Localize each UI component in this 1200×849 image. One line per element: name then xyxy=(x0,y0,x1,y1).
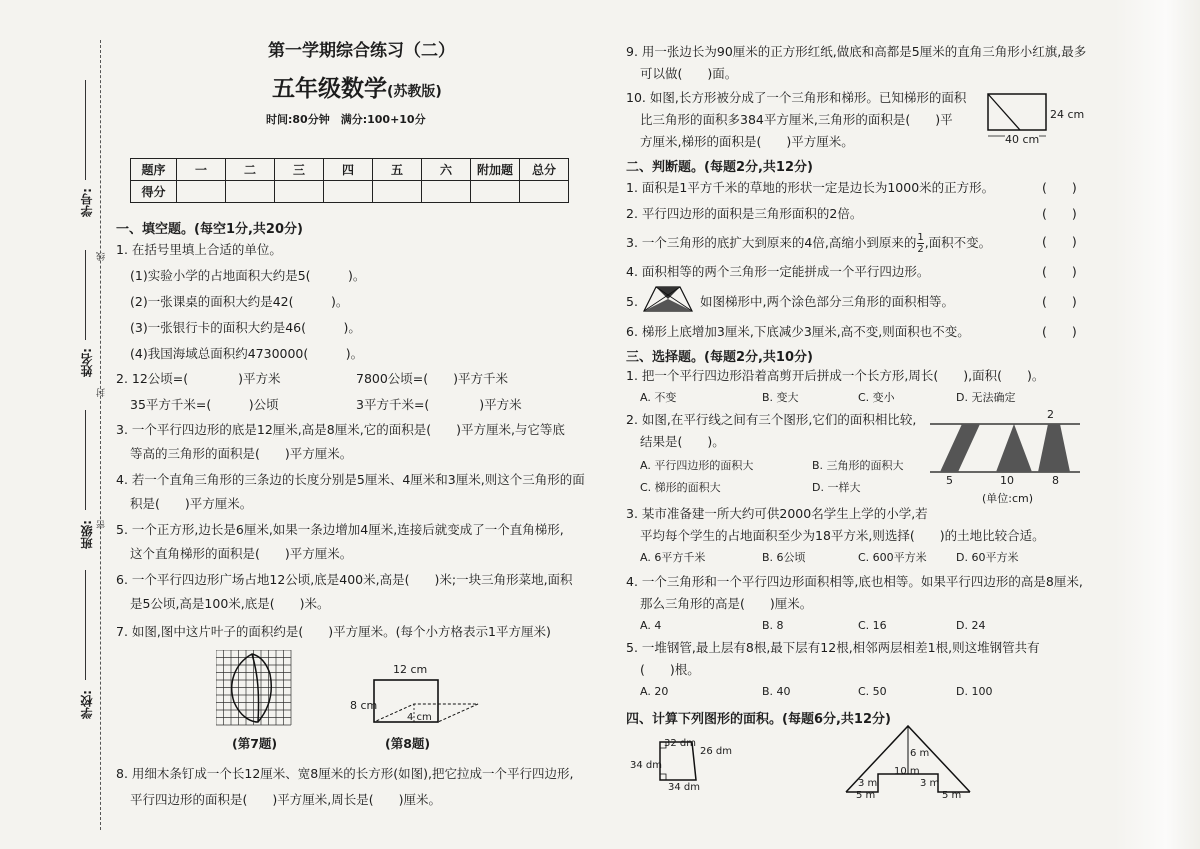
choice-q4-option-a[interactable]: A. 4 xyxy=(640,619,662,632)
q2d-text: 3平方千米=( )平方米 xyxy=(356,397,522,412)
score-input-cell[interactable] xyxy=(275,181,324,203)
fig8-bottom-label: 4 cm xyxy=(407,712,432,723)
seal-mark-secret: 密 xyxy=(97,520,107,529)
name-label: 姓名: xyxy=(80,348,94,377)
q10c-text: 方厘米,梯形的面积是( )平方厘米。 xyxy=(640,134,854,149)
score-input-cell[interactable] xyxy=(471,181,520,203)
q5a-text: 5. 一个正方形,边长是6厘米,如果一条边增加4厘米,连接后就变成了一个直角梯形, xyxy=(116,522,564,537)
fig-choice2-label-triangle: 10 xyxy=(1000,474,1014,487)
fig4b-middle-label: 10 m xyxy=(894,766,920,777)
judge-answer-2[interactable]: ( ) xyxy=(1042,206,1077,221)
score-cell: 三 xyxy=(275,159,324,181)
judge-item-1: 1. 面积是1平方千米的草地的形状一定是边长为1000米的正方形。 xyxy=(626,180,995,195)
score-table-header-row xyxy=(131,159,569,181)
fig-choice2-label-trapezoid: 8 xyxy=(1052,474,1059,487)
q1-text: 1. 在括号里填上合适的单位。 xyxy=(116,242,282,257)
fig-choice2-unit: (单位:cm) xyxy=(982,492,1034,505)
exam-title: 第一学期综合练习（二） xyxy=(268,41,455,61)
choice-q5-option-c[interactable]: C. 50 xyxy=(858,685,887,698)
fig4a-bottom-label: 34 dm xyxy=(668,782,700,793)
choice-q3b: 平均每个学生的占地面积至少为18平方米,则选择( )的土地比较合适。 xyxy=(640,528,1045,543)
subject-line xyxy=(272,70,442,103)
school-line xyxy=(85,570,86,680)
choice-q2-option-b[interactable]: B. 三角形的面积大 xyxy=(812,459,904,472)
choice-q2-option-d[interactable]: D. 一样大 xyxy=(812,481,861,494)
judge-item-3-tail: ,面积不变。 xyxy=(924,235,992,250)
q3a-text: 3. 一个平行四边形的底是12厘米,高是8厘米,它的面积是( )平方厘米,与它等底 xyxy=(116,422,565,437)
q10b-text: 比三角形的面积多384平方厘米,三角形的面积是( )平 xyxy=(640,112,953,127)
q6a-text: 6. 一个平行四边形广场占地12公顷,底是400米,高是( )米;一块三角形菜地,面积 xyxy=(116,572,573,587)
score-cell: 得分 xyxy=(131,181,177,203)
fig4b-right-base-label: 5 m xyxy=(942,790,962,801)
subject-title: 五年级数学 xyxy=(272,76,387,102)
choice-q3-option-c[interactable]: C. 600平方米 xyxy=(858,551,927,564)
class-label: 班级: xyxy=(80,520,94,549)
school-label: 学校: xyxy=(80,690,94,719)
parallel-lines-figure xyxy=(930,418,1082,476)
judge-item-6: 6. 梯形上底增加3厘米,下底减少3厘米,高不变,则面积也不变。 xyxy=(626,324,970,339)
judge-item-5-number: 5. xyxy=(626,294,638,309)
fig4b-left-base-label: 5 m xyxy=(856,790,876,801)
q1a-text: (1)实验小学的占地面积大约是5( )。 xyxy=(130,268,366,283)
judge-item-3-text: 3. 一个三角形的底扩大到原来的4倍,高缩小到原来的 xyxy=(626,235,917,250)
score-cell: 附加题 xyxy=(471,159,520,181)
choice-q3-option-a[interactable]: A. 6平方千米 xyxy=(640,551,706,564)
q5b-text: 这个直角梯形的面积是( )平方厘米。 xyxy=(130,546,353,561)
choice-q4a: 4. 一个三角形和一个平行四边形面积相等,底也相等。如果平行四边形的高是8厘米, xyxy=(626,574,1083,589)
judge-answer-6[interactable]: ( ) xyxy=(1042,324,1077,339)
student-no-line xyxy=(85,80,86,180)
judge-item-3 xyxy=(626,232,991,255)
fig10-height-label: 24 cm xyxy=(1050,108,1085,121)
choice-q5a: 5. 一堆钢管,最上层有8根,最下层有12根,相邻两层相差1根,则这堆钢管共有 xyxy=(626,640,1040,655)
score-input-cell[interactable] xyxy=(226,181,275,203)
choice-q4-option-c[interactable]: C. 16 xyxy=(858,619,887,632)
fig4b-height-label: 6 m xyxy=(910,748,930,759)
choice-q5b: ( )根。 xyxy=(640,662,700,677)
seal-mark-seal: 封 xyxy=(97,388,107,397)
choice-q3a: 3. 某市准备建一所大约可供2000名学生上学的小学,若 xyxy=(626,506,928,521)
q8a-text: 8. 用细木条钉成一个长12厘米、宽8厘米的长方形(如图),把它拉成一个平行四边形, xyxy=(116,766,574,781)
choice-q2-option-c[interactable]: C. 梯形的面积大 xyxy=(640,481,721,494)
score-cell: 四 xyxy=(324,159,373,181)
score-cell: 二 xyxy=(226,159,275,181)
fraction-numerator: 1 xyxy=(917,232,924,243)
score-input-cell[interactable] xyxy=(422,181,471,203)
judge-answer-4[interactable]: ( ) xyxy=(1042,264,1077,279)
q9a-text: 9. 用一张边长为90厘米的正方形红纸,做底和高都是5厘米的直角三角形小红旗,最多 xyxy=(626,44,1087,59)
q4a-text: 4. 若一个直角三角形的三条边的长度分别是5厘米、4厘米和3厘米,则这个三角形的面 xyxy=(116,472,585,487)
score-input-cell[interactable] xyxy=(324,181,373,203)
q4b-text: 积是( )平方厘米。 xyxy=(130,496,253,511)
fig4b-right-small-label: 3 m xyxy=(920,778,940,789)
judge-answer-5[interactable]: ( ) xyxy=(1042,294,1077,309)
score-table xyxy=(130,158,569,203)
leaf-grid-figure xyxy=(216,650,292,728)
score-input-cell[interactable] xyxy=(520,181,569,203)
choice-q5-option-b[interactable]: B. 40 xyxy=(762,685,791,698)
score-input-cell[interactable] xyxy=(177,181,226,203)
choice-q3-option-b[interactable]: B. 6公顷 xyxy=(762,551,806,564)
choice-q5-option-d[interactable]: D. 100 xyxy=(956,685,993,698)
fig8-left-label: 8 cm xyxy=(350,699,378,712)
judge-answer-3[interactable]: ( ) xyxy=(1042,234,1077,249)
fig8-caption: (第8题) xyxy=(385,736,431,751)
score-cell: 一 xyxy=(177,159,226,181)
class-line xyxy=(85,410,86,510)
judge-answer-1[interactable]: ( ) xyxy=(1042,180,1077,195)
fig4b-left-small-label: 3 m xyxy=(858,778,878,789)
q7-text: 7. 如图,图中这片叶子的面积约是( )平方厘米。(每个小方格表示1平方厘米) xyxy=(116,624,551,639)
choice-q2-option-a[interactable]: A. 平行四边形的面积大 xyxy=(640,459,754,472)
score-cell: 总分 xyxy=(520,159,569,181)
choice-q3-option-d[interactable]: D. 60平方米 xyxy=(956,551,1019,564)
score-input-cell[interactable] xyxy=(373,181,422,203)
shaded-trapezoid-figure xyxy=(642,284,694,314)
choice-q1-option-a[interactable]: A. 不变 xyxy=(640,391,677,404)
fraction xyxy=(917,232,923,255)
name-line xyxy=(85,250,86,340)
fig4a-top-label: 32 dm xyxy=(664,738,696,749)
fraction-denominator: 2 xyxy=(917,244,924,255)
score-table-score-row xyxy=(131,181,569,203)
q8b-text: 平行四边形的面积是( )平方厘米,周长是( )厘米。 xyxy=(130,792,441,807)
fig4a-left-label: 34 dm xyxy=(630,760,662,771)
q1d-text: (4)我国海域总面积约4730000( )。 xyxy=(130,346,364,361)
choice-q2b: 结果是( )。 xyxy=(640,434,725,449)
q9b-text: 可以做( )面。 xyxy=(640,66,738,81)
choice-q1-option-c[interactable]: C. 变小 xyxy=(858,391,895,404)
q1b-text: (2)一张课桌的面积大约是42( )。 xyxy=(130,294,349,309)
fig-choice2-top-label: 2 xyxy=(1047,408,1054,421)
edition-label: (苏教版) xyxy=(387,84,442,100)
page-edge xyxy=(1115,0,1200,849)
fig8-top-label: 12 cm xyxy=(393,663,428,676)
fig-choice2-label-parallelogram: 5 xyxy=(946,474,953,487)
q2a-text: 2. 12公顷=( )平方米 xyxy=(116,371,281,386)
section2-heading: 二、判断题。(每题2分,共12分) xyxy=(626,160,813,175)
judge-item-2: 2. 平行四边形的面积是三角形面积的2倍。 xyxy=(626,206,863,221)
section3-heading: 三、选择题。(每题2分,共10分) xyxy=(626,350,813,365)
q6b-text: 是5公顷,高是100米,底是( )米。 xyxy=(130,596,330,611)
score-cell: 五 xyxy=(373,159,422,181)
choice-q1-option-d[interactable]: D. 无法确定 xyxy=(956,391,1016,404)
judge-item-5: 如图梯形中,两个涂色部分三角形的面积相等。 xyxy=(700,294,954,309)
student-no-label: 学号: xyxy=(80,188,94,217)
choice-q5-option-a[interactable]: A. 20 xyxy=(640,685,669,698)
section4-heading: 四、计算下列图形的面积。(每题6分,共12分) xyxy=(626,712,891,727)
score-cell: 题序 xyxy=(131,159,177,181)
choice-q4b: 那么三角形的高是( )厘米。 xyxy=(640,596,813,611)
choice-q1-option-b[interactable]: B. 变大 xyxy=(762,391,799,404)
score-cell: 六 xyxy=(422,159,471,181)
choice-q4-option-d[interactable]: D. 24 xyxy=(956,619,986,632)
q10a-text: 10. 如图,长方形被分成了一个三角形和梯形。已知梯形的面积 xyxy=(626,90,967,105)
q3b-text: 等高的三角形的面积是( )平方厘米。 xyxy=(130,446,353,461)
choice-q1: 1. 把一个平行四边形沿着高剪开后拼成一个长方形,周长( ),面积( )。 xyxy=(626,368,1045,383)
exam-info: 时间:80分钟 满分:100+10分 xyxy=(266,113,426,126)
q2c-text: 35平方千米=( )公顷 xyxy=(130,397,279,412)
seal-mark-line: 线 xyxy=(97,252,107,261)
fold-line xyxy=(100,40,101,830)
fig4a-right-label: 26 dm xyxy=(700,746,732,757)
q2b-text: 7800公顷=( )平方千米 xyxy=(356,371,509,386)
judge-item-4: 4. 面积相等的两个三角形一定能拼成一个平行四边形。 xyxy=(626,264,930,279)
section1-heading: 一、填空题。(每空1分,共20分) xyxy=(116,222,303,237)
choice-q2a: 2. 如图,在平行线之间有三个图形,它们的面积相比较, xyxy=(626,412,917,427)
fig7-caption: (第7题) xyxy=(232,736,278,751)
fig10-width-label: 40 cm xyxy=(1005,133,1040,146)
q1c-text: (3)一张银行卡的面积大约是46( )。 xyxy=(130,320,361,335)
choice-q4-option-b[interactable]: B. 8 xyxy=(762,619,784,632)
